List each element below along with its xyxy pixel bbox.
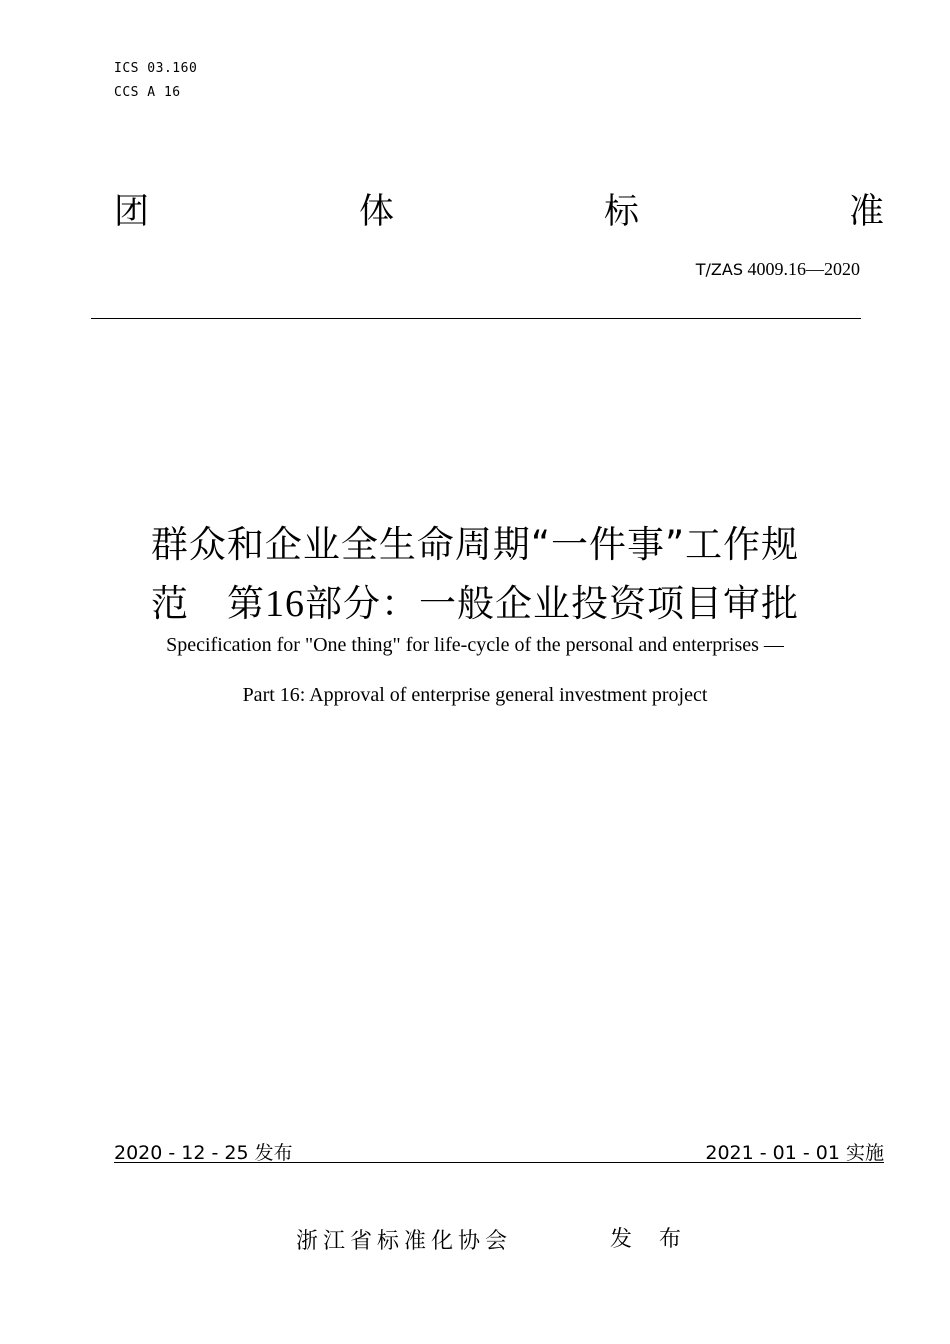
date-divider (114, 1162, 884, 1163)
title-zh-part-number: 16 (265, 583, 305, 625)
publisher-name: 浙江省标准化协会 (296, 1229, 513, 1254)
implement-date: 2021 - 01 - 01 实施 (705, 1142, 884, 1164)
ics-code: ICS 03.160 (114, 61, 198, 76)
standard-code-number: 4009.16—2020 (747, 259, 860, 279)
title-zh-line-2-post: 部分：一般企业投资项目审批 (305, 582, 799, 625)
standard-code (696, 259, 860, 280)
publisher-action: 发 布 (610, 1227, 691, 1252)
publish-date: 2020 - 12 - 25 发布 (114, 1142, 293, 1164)
standard-type-char-2: 体 (359, 192, 395, 232)
title-zh-line-1: 群众和企业全生命周期“一件事”工作规 (150, 523, 800, 566)
title-zh-line-2 (0, 573, 950, 627)
standard-type-char-3: 标 (604, 192, 640, 232)
standard-type-char-4: 准 (849, 192, 885, 232)
header-divider (91, 318, 861, 319)
ccs-code: CCS A 16 (114, 85, 181, 100)
title-zh-line-2-pre: 范 第 (151, 582, 265, 625)
standard-type-char-1: 团 (114, 192, 150, 232)
standard-code-prefix: T/ZAS (695, 260, 743, 279)
title-en-line-2: Part 16: Approval of enterprise general investment project (242, 684, 708, 706)
title-en-line-1: Specification for "One thing" for life-cycle of the personal and enterprises — (166, 634, 784, 656)
